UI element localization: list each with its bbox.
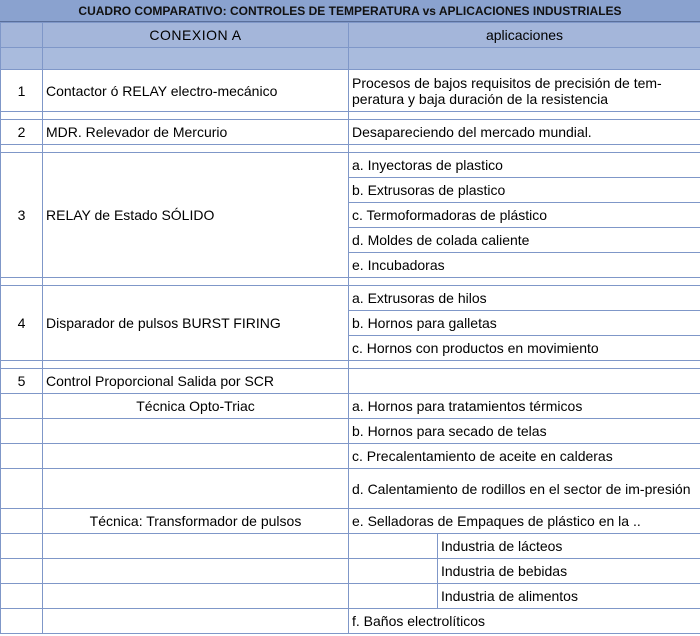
application-cell: b. Hornos para secado de telas (349, 419, 700, 444)
spacer-row (1, 361, 700, 369)
application-cell: b. Extrusoras de plastico (349, 178, 700, 203)
spacer-row (1, 112, 700, 120)
header-num-cell (1, 23, 43, 48)
header-row (1, 23, 700, 48)
table-row (1, 559, 700, 584)
application-cell: a. Hornos para tratamientos térmicos (349, 394, 700, 419)
sub-application-cell: Industria de lácteos (438, 534, 700, 559)
row-number: 2 (1, 120, 43, 145)
table-row (1, 609, 700, 634)
application-cell: a. Extrusoras de hilos (349, 286, 700, 311)
table-row (1, 509, 700, 534)
table-row (1, 534, 700, 559)
technique-label: Técnica Opto-Triac (43, 394, 349, 419)
table-row (1, 419, 700, 444)
application-cell: f. Baños electrolíticos (349, 609, 700, 634)
table-row (1, 286, 700, 311)
table-row (1, 444, 700, 469)
application-cell: e. Selladoras de Empaques de plástico en la .. (349, 509, 700, 534)
technique-label: Técnica: Transformador de pulsos (43, 509, 349, 534)
table-row (1, 120, 700, 145)
application-cell: d. Moldes de colada caliente (349, 228, 700, 253)
spacer-row (1, 145, 700, 153)
row-number: 1 (1, 70, 43, 112)
application-cell: Procesos de bajos requisitos de precisión de tem-peratura y baja duración de la resistencia (349, 70, 700, 112)
application-cell: Desapareciendo del mercado mundial. (349, 120, 700, 145)
sub-application-cell: Industria de bebidas (438, 559, 700, 584)
application-cell: c. Termoformadoras de plástico (349, 203, 700, 228)
header-conexion: CONEXION A (43, 23, 349, 48)
table-row (1, 394, 700, 419)
conexion-cell: Disparador de pulsos BURST FIRING (43, 286, 349, 361)
conexion-cell: MDR. Relevador de Mercurio (43, 120, 349, 145)
application-cell: c. Hornos con productos en movimiento (349, 336, 700, 361)
conexion-cell: RELAY de Estado SÓLIDO (43, 153, 349, 278)
application-cell: c. Precalentamiento de aceite en calderas (349, 444, 700, 469)
table-row (1, 153, 700, 178)
application-cell (349, 369, 700, 394)
sheet-title: CUADRO COMPARATIVO: CONTROLES DE TEMPERATURA vs APLICACIONES INDUSTRIALES (0, 0, 700, 22)
application-cell: e. Incubadoras (349, 253, 700, 278)
application-cell: a. Inyectoras de plastico (349, 153, 700, 178)
conexion-cell: Control Proporcional Salida por SCR (43, 369, 349, 394)
comparison-table (0, 22, 700, 634)
row-number: 3 (1, 153, 43, 278)
sub-application-cell: Industria de alimentos (438, 584, 700, 609)
row-number: 5 (1, 369, 43, 394)
table-row (1, 70, 700, 112)
row-number: 4 (1, 286, 43, 361)
header-aplicaciones: aplicaciones (349, 23, 700, 48)
table-row (1, 584, 700, 609)
spacer-row (1, 278, 700, 286)
conexion-cell: Contactor ó RELAY electro-mecánico (43, 70, 349, 112)
table-row (1, 469, 700, 509)
header-band-row (1, 48, 700, 70)
application-cell: d. Calentamiento de rodillos en el sector de im-presión (349, 469, 700, 509)
table-row (1, 369, 700, 394)
application-cell: b. Hornos para galletas (349, 311, 700, 336)
